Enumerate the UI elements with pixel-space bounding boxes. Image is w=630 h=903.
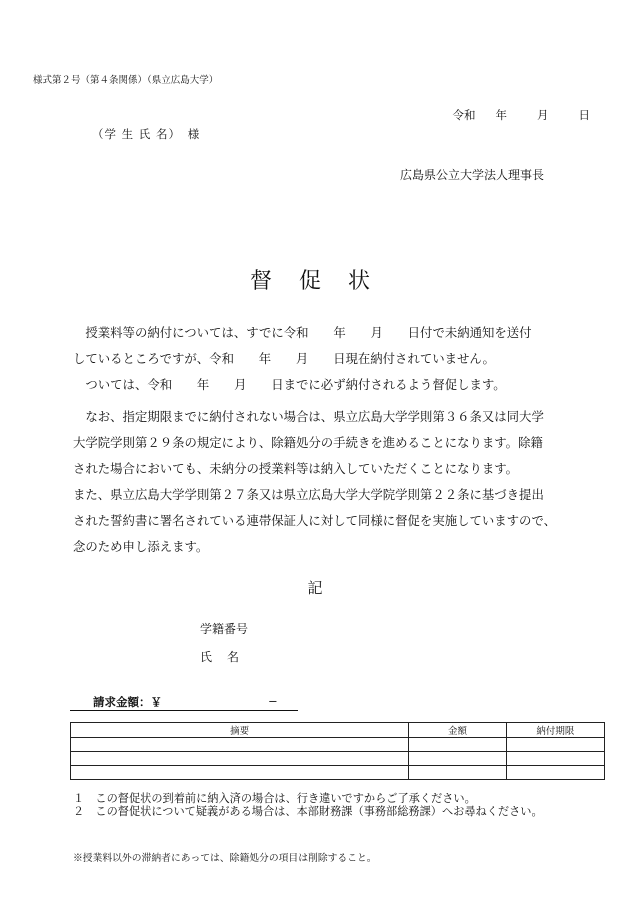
table-cell	[506, 738, 604, 752]
table-cell	[409, 752, 506, 766]
body-line: 大学院学則第２９条の規定により、除籍処分の手続きを進めることになります。除籍	[73, 435, 543, 450]
fee-table	[70, 722, 605, 780]
body-line: 授業料等の納付については、すでに令和 年 月 日付で未納通知を送付	[73, 325, 532, 340]
footnote: ※授業料以外の滞納者にあっては、除籍処分の項目は削除すること。	[73, 853, 377, 864]
table-cell	[506, 752, 604, 766]
notes	[73, 792, 563, 818]
name-label: 氏名	[200, 650, 255, 664]
header-amount: 金額	[409, 723, 506, 738]
table-cell	[409, 738, 506, 752]
body-line: なお、指定期限までに納付されない場合は、県立広島大学学則第３６条又は同大学	[73, 409, 544, 424]
ki-heading: 記	[307, 579, 323, 597]
table-row	[71, 752, 605, 766]
amount-dash: −	[268, 694, 278, 708]
addressee: （学 生 氏 名） 様	[92, 127, 201, 141]
body-line: された誓約書に署名されている連帯保証人に対して同様に督促を実施していますので、	[73, 513, 556, 528]
date-day: 日	[578, 108, 590, 122]
amount-label: 請求金額：￥	[93, 695, 162, 709]
form-number: 様式第２号（第４条関係）（県立広島大学）	[33, 75, 219, 86]
body-line: また、県立広島大学学則第２７条又は県立広島大学大学院学則第２２条に基づき提出	[73, 487, 544, 502]
body-line: しているところですが、令和 年 月 日現在納付されていません。	[73, 351, 495, 366]
student-number-label: 学籍番号	[200, 622, 249, 636]
table-cell	[71, 738, 409, 752]
note-2: ２ この督促状について疑義がある場合は、本部財務課（事務部総務課）へお尋ねください。	[73, 805, 543, 818]
amount-line	[70, 694, 298, 711]
header-description: 摘要	[71, 723, 409, 738]
body-paragraph-1	[73, 320, 613, 398]
body-line: された場合においても、未納分の授業料等は納入していただくことになります。	[73, 461, 519, 476]
date-year: 年	[495, 108, 507, 122]
table-row	[71, 738, 605, 752]
table-row	[71, 766, 605, 780]
issuer: 広島県公立大学法人理事長	[399, 168, 544, 182]
issue-date	[453, 107, 591, 123]
table-cell	[409, 766, 506, 780]
body-line: ついては、令和 年 月 日までに必ず納付されるよう督促します。	[73, 377, 506, 392]
table-cell	[71, 752, 409, 766]
table-header-row	[71, 723, 605, 738]
date-era: 令和	[452, 108, 476, 122]
header-due-date: 納付期限	[506, 723, 604, 738]
table-cell	[71, 766, 409, 780]
table-cell	[506, 766, 604, 780]
body-line: 念のため申し添えます。	[73, 539, 209, 554]
document-title: 督 促 状	[250, 269, 380, 294]
date-month: 月	[537, 108, 549, 122]
note-1: １ この督促状の到着前に納入済の場合は、行き違いですからご了承ください。	[73, 792, 476, 805]
body-paragraph-2	[73, 404, 613, 560]
